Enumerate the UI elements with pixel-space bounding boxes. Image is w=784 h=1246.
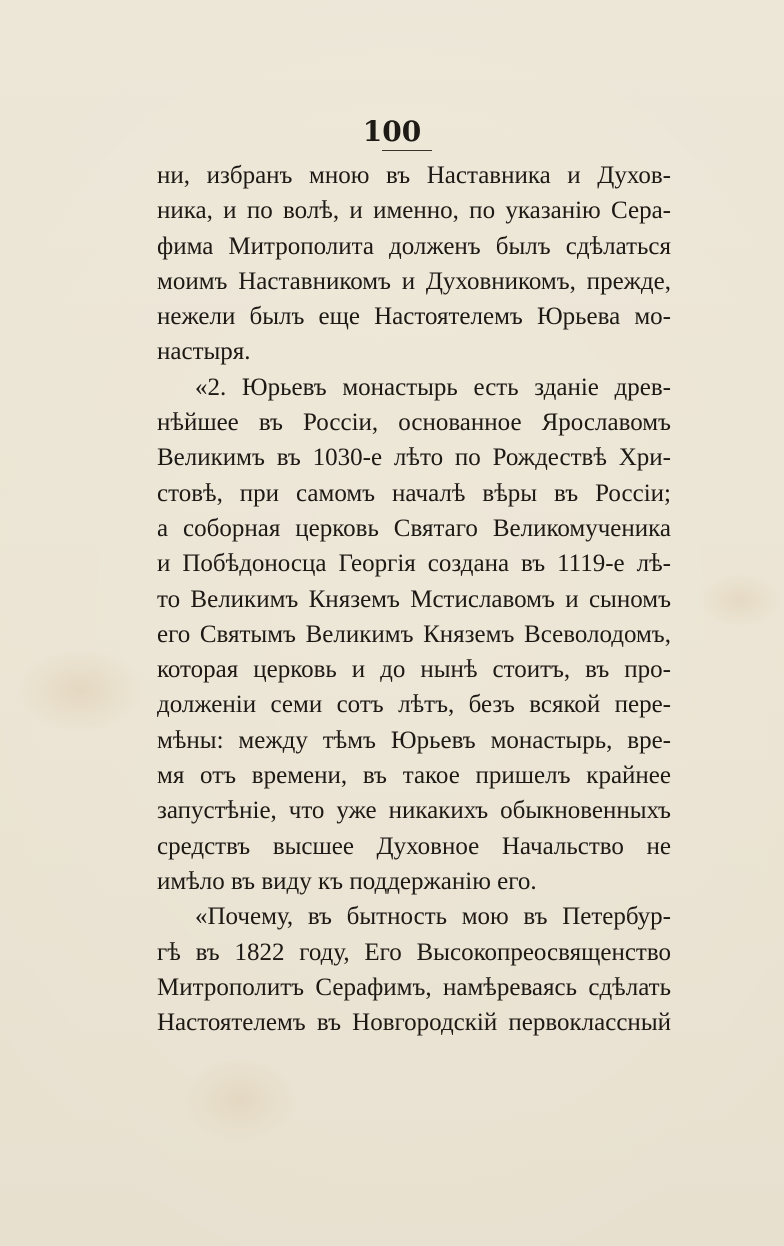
text-line: Настоятелемъ въ Новгородскій первоклассный xyxy=(157,1009,671,1037)
text-line: «Почему, въ бытность мою въ Петербур- xyxy=(195,903,671,931)
text-line: «2. Юрьевъ монастырь есть зданіе древ- xyxy=(195,373,671,401)
text-line: имѣло въ виду къ поддержанію его. xyxy=(157,867,537,895)
text-line: гѣ въ 1822 году, Его Высокопреосвященство xyxy=(157,938,671,966)
body-text xyxy=(157,158,671,1040)
text-line: фима Митрополита долженъ былъ сдѣлаться xyxy=(157,232,671,260)
text-line: долженіи семи сотъ лѣтъ, безъ всякой пере- xyxy=(157,691,671,719)
text-line: нежели былъ еще Настоятелемъ Юрьева мо- xyxy=(157,303,671,331)
text-line: а соборная церковь Святаго Великомученика xyxy=(157,514,671,542)
text-line: средствъ высшее Духовное Начальство не xyxy=(157,832,671,860)
text-line: и Побѣдоносца Георгія создана въ 1119-е лѣ- xyxy=(157,550,671,578)
page-number-rule xyxy=(382,150,432,151)
text-line: то Великимъ Княземъ Мстиславомъ и сыномъ xyxy=(157,585,671,613)
text-line: его Святымъ Великимъ Княземъ Всеволодомъ, xyxy=(157,620,671,648)
text-line: Великимъ въ 1030-е лѣто по Рождествѣ Хри- xyxy=(157,444,671,472)
text-line: ни, избранъ мною въ Наставника и Духов- xyxy=(157,162,671,189)
text-line: Митрополитъ Серафимъ, намѣреваясь сдѣлать xyxy=(157,973,671,1001)
text-line: запустѣніе, что уже никакихъ обыкновенныхъ xyxy=(157,797,671,825)
text-line: моимъ Наставникомъ и Духовникомъ, прежде, xyxy=(157,267,671,295)
text-line: ника, и по волѣ, и именно, по указанію Сера- xyxy=(157,197,671,225)
text-line: стовѣ, при самомъ началѣ вѣры въ Россіи; xyxy=(157,479,671,507)
text-line: которая церковь и до нынѣ стоитъ, въ про- xyxy=(157,656,671,684)
text-line: мѣны: между тѣмъ Юрьевъ монастырь, вре- xyxy=(157,726,671,754)
text-line: нѣйшее въ Россіи, основанное Ярославомъ xyxy=(157,409,671,437)
text-line: мя отъ времени, въ такое пришелъ крайнее xyxy=(157,762,671,790)
page-number: 100 xyxy=(362,115,422,148)
text-line: настыря. xyxy=(157,338,251,366)
